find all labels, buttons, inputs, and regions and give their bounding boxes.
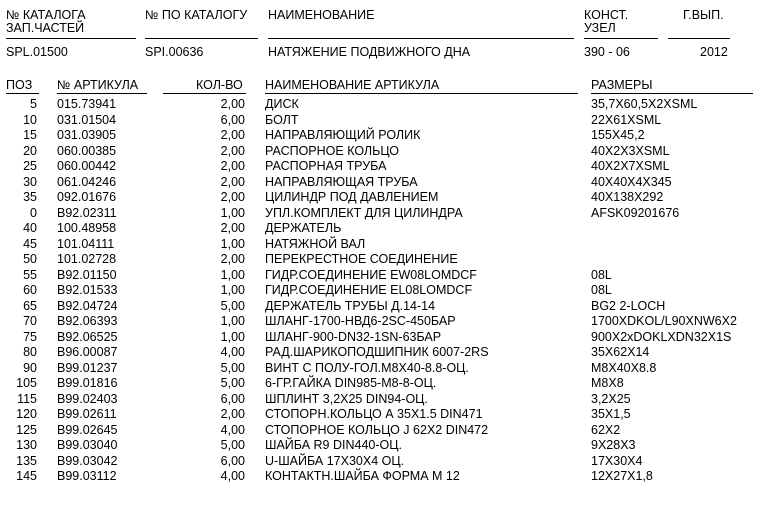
row-name: ДИСК [265, 97, 299, 111]
row-name: УПЛ.КОМПЛЕКТ ДЛЯ ЦИЛИНДРА [265, 205, 463, 220]
row-name: СТОПОРНОЕ КОЛЬЦО J 62X2 DIN472 [265, 422, 489, 437]
table-row [0, 330, 762, 346]
design-label: КОНСТ. УЗЕЛ [584, 8, 629, 35]
table-row [0, 345, 762, 361]
row-name: РАД.ШАРИКОПОДШИПНИК 6007-2RS [265, 345, 489, 359]
table-row [0, 454, 762, 470]
row-size: 9X28X3 [591, 438, 636, 452]
row-pos: 115 [17, 391, 37, 406]
row-size: 40X2X3XSML [591, 143, 670, 158]
row-qty: 4,00 [220, 469, 245, 483]
table-row [0, 190, 762, 206]
row-pos: 75 [23, 329, 37, 344]
table-row [0, 299, 762, 315]
row-article: 100.48958 [57, 221, 117, 235]
row-article: B92.06525 [57, 329, 118, 344]
row-name: ПЕРЕКРЕСТНОЕ СОЕДИНЕНИЕ [265, 252, 458, 266]
row-qty: 5,00 [220, 360, 245, 375]
table-row [0, 252, 762, 268]
row-article: 031.03905 [57, 128, 117, 142]
row-qty: 6,00 [220, 453, 245, 468]
table-row [0, 376, 762, 392]
row-pos: 60 [23, 283, 37, 297]
row-size: 17X30X4 [591, 453, 643, 468]
table-row [0, 314, 762, 330]
table-row [0, 144, 762, 160]
row-qty: 5,00 [220, 438, 245, 452]
row-pos: 15 [23, 128, 37, 142]
row-size: 35,7X60,5X2XSML [591, 97, 698, 111]
row-size: 155X45,2 [591, 128, 645, 142]
row-pos: 55 [23, 267, 37, 282]
row-qty: 2,00 [220, 159, 245, 173]
name-label: НАИМЕНОВАНИЕ [268, 8, 375, 22]
row-name: НАПРАВЛЯЮЩИЙ РОЛИК [265, 128, 421, 142]
table-row [0, 361, 762, 377]
row-name: ГИДР.СОЕДИНЕНИЕ EL08LOMDCF [265, 283, 473, 297]
row-article: B92.06393 [57, 314, 118, 328]
table-row [0, 423, 762, 439]
parts-table [0, 97, 762, 485]
row-qty: 2,00 [220, 128, 245, 142]
row-qty: 1,00 [220, 236, 245, 251]
table-row [0, 438, 762, 454]
row-size: 40X2X7XSML [591, 159, 670, 173]
row-size: 1700XDKOL/L90XNW6X2 [591, 314, 737, 328]
row-qty: 1,00 [220, 283, 245, 297]
row-pos: 0 [30, 205, 37, 220]
row-pos: 45 [23, 236, 37, 251]
row-name: ДЕРЖАТЕЛЬ ТРУБЫ Д.14-14 [265, 298, 436, 313]
header-divider [6, 38, 136, 39]
row-pos: 120 [16, 407, 37, 421]
row-article: 060.00442 [57, 159, 117, 173]
row-name: U-ШАЙБА 17X30X4 ОЦ. [265, 453, 405, 468]
row-pos: 40 [23, 221, 37, 235]
col-underline [591, 93, 753, 94]
design-value: 390 - 06 [584, 45, 630, 59]
header-divider [668, 38, 730, 39]
row-name: ГИДР.СОЕДИНЕНИЕ EW08LOMDCF [265, 267, 477, 282]
row-name: ЦИЛИНДР ПОД ДАВЛЕНИЕМ [265, 190, 439, 204]
row-pos: 50 [23, 252, 37, 266]
row-article: B92.01150 [57, 267, 117, 282]
row-size: 35X62X14 [591, 345, 650, 359]
row-size: M8X8 [591, 376, 624, 390]
row-article: B99.01237 [57, 360, 118, 375]
row-qty: 2,00 [220, 407, 245, 421]
row-name: РАСПОРНОЕ КОЛЬЦО [265, 143, 400, 158]
row-article: B92.01533 [57, 283, 118, 297]
table-row [0, 283, 762, 299]
table-row [0, 407, 762, 423]
row-size: 900X2xDOKLXDN32X1S [591, 329, 732, 344]
row-pos: 135 [16, 453, 37, 468]
row-name: НАПРАВЛЯЮЩАЯ ТРУБА [265, 174, 418, 189]
row-size: 40X138X292 [591, 190, 664, 204]
col-underline [57, 93, 147, 94]
col-size-header: РАЗМЕРЫ [591, 78, 653, 92]
row-size: 62X2 [591, 422, 621, 437]
row-article: 061.04246 [57, 174, 117, 189]
row-article: B99.03042 [57, 453, 118, 468]
assembly-name-value: НАТЯЖЕНИЕ ПОДВИЖНОГО ДНА [268, 45, 471, 59]
row-size: M8X40X8.8 [591, 360, 657, 375]
header-divider [145, 38, 258, 39]
row-qty: 6,00 [220, 112, 245, 127]
by-catalog-value: SPI.00636 [145, 45, 204, 59]
row-qty: 2,00 [220, 174, 245, 189]
catalog-no-label: № КАТАЛОГА ЗАП.ЧАСТЕЙ [6, 8, 86, 35]
row-pos: 105 [16, 376, 37, 390]
col-underline [163, 93, 246, 94]
row-size: AFSK09201676 [591, 205, 680, 220]
row-pos: 130 [16, 438, 37, 452]
table-row [0, 221, 762, 237]
row-article: B99.02611 [57, 407, 117, 421]
row-name: ШАЙБА R9 DIN440-ОЦ. [265, 438, 402, 452]
row-qty: 1,00 [220, 329, 245, 344]
row-size: 08L [591, 267, 612, 282]
row-pos: 70 [23, 314, 37, 328]
row-name: ДЕРЖАТЕЛЬ [265, 221, 342, 235]
row-size: 40X40X4X345 [591, 174, 672, 189]
col-name-header: НАИМЕНОВАНИЕ АРТИКУЛА [265, 78, 440, 92]
header-divider [584, 38, 658, 39]
row-qty: 5,00 [220, 376, 245, 390]
row-qty: 1,00 [220, 267, 245, 282]
row-name: КОНТАКТН.ШАЙБА ФОРМА M 12 [265, 469, 460, 483]
row-qty: 2,00 [220, 143, 245, 158]
row-qty: 1,00 [220, 314, 245, 328]
row-pos: 30 [23, 174, 37, 189]
row-article: 015.73941 [57, 97, 117, 111]
row-pos: 10 [23, 112, 37, 127]
row-name: ШПЛИНТ 3,2X25 DIN94-ОЦ. [265, 391, 428, 406]
row-qty: 2,00 [220, 97, 245, 111]
row-pos: 80 [23, 345, 37, 359]
row-name: РАСПОРНАЯ ТРУБА [265, 159, 387, 173]
row-name: ШЛАНГ-900-DN32-1SN-63БАР [265, 329, 442, 344]
header-divider [268, 38, 574, 39]
row-article: 101.02728 [57, 252, 117, 266]
col-qty-header: КОЛ-ВО [196, 78, 243, 92]
row-pos: 125 [16, 422, 37, 437]
row-article: B99.01816 [57, 376, 118, 390]
row-pos: 5 [30, 97, 37, 111]
table-row [0, 237, 762, 253]
col-underline [265, 93, 578, 94]
row-qty: 2,00 [220, 221, 245, 235]
row-article: 060.00385 [57, 143, 117, 158]
row-pos: 65 [23, 298, 37, 313]
row-size: 35X1,5 [591, 407, 631, 421]
table-row [0, 175, 762, 191]
row-article: B96.00087 [57, 345, 118, 359]
row-name: ВИНТ С ПОЛУ-ГОЛ.M8X40-8.8-ОЦ. [265, 360, 469, 375]
table-row [0, 159, 762, 175]
row-name: СТОПОРН.КОЛЬЦО А 35X1.5 DIN471 [265, 407, 483, 421]
col-underline [6, 93, 39, 94]
row-name: НАТЯЖНОЙ ВАЛ [265, 236, 366, 251]
row-article: 092.01676 [57, 190, 117, 204]
row-article: 101.04111 [57, 236, 115, 251]
table-row [0, 392, 762, 408]
row-pos: 145 [16, 469, 37, 483]
table-row [0, 268, 762, 284]
row-qty: 4,00 [220, 422, 245, 437]
row-size: 22X61XSML [591, 112, 662, 127]
table-row [0, 113, 762, 129]
row-name: 6-ГР.ГАЙКА DIN985-M8-8-ОЦ. [265, 376, 437, 390]
row-qty: 2,00 [220, 190, 245, 204]
row-article: B99.02403 [57, 391, 118, 406]
year-label: Г.ВЫП. [683, 8, 724, 22]
row-article: B99.02645 [57, 422, 118, 437]
row-qty: 4,00 [220, 345, 245, 359]
catalog-no-value: SPL.01500 [6, 45, 68, 59]
col-pos-header: ПОЗ [6, 78, 33, 92]
row-article: B92.04724 [57, 298, 118, 313]
row-name: ШЛАНГ-1700-НВД6-2SC-450БАР [265, 314, 456, 328]
table-row [0, 206, 762, 222]
row-pos: 35 [23, 190, 37, 204]
table-row [0, 128, 762, 144]
row-size: 12X27X1,8 [591, 469, 653, 483]
row-qty: 1,00 [220, 205, 245, 220]
row-name: БОЛТ [265, 112, 299, 127]
row-size: BG2 2-LOCH [591, 298, 666, 313]
row-qty: 6,00 [220, 391, 245, 406]
row-size: 08L [591, 283, 612, 297]
row-pos: 20 [23, 143, 37, 158]
table-row [0, 97, 762, 113]
row-article: B99.03112 [57, 469, 117, 483]
year-value: 2012 [700, 45, 728, 59]
row-article: B92.02311 [57, 205, 117, 220]
row-article: 031.01504 [57, 112, 117, 127]
row-qty: 2,00 [220, 252, 245, 266]
row-size: 3,2X25 [591, 391, 631, 406]
row-pos: 25 [23, 159, 37, 173]
row-qty: 5,00 [220, 298, 245, 313]
col-article-header: № АРТИКУЛА [57, 78, 139, 92]
table-row [0, 469, 762, 485]
row-pos: 90 [23, 360, 37, 375]
row-article: B99.03040 [57, 438, 118, 452]
by-catalog-label: № ПО КАТАЛОГУ [145, 8, 248, 22]
